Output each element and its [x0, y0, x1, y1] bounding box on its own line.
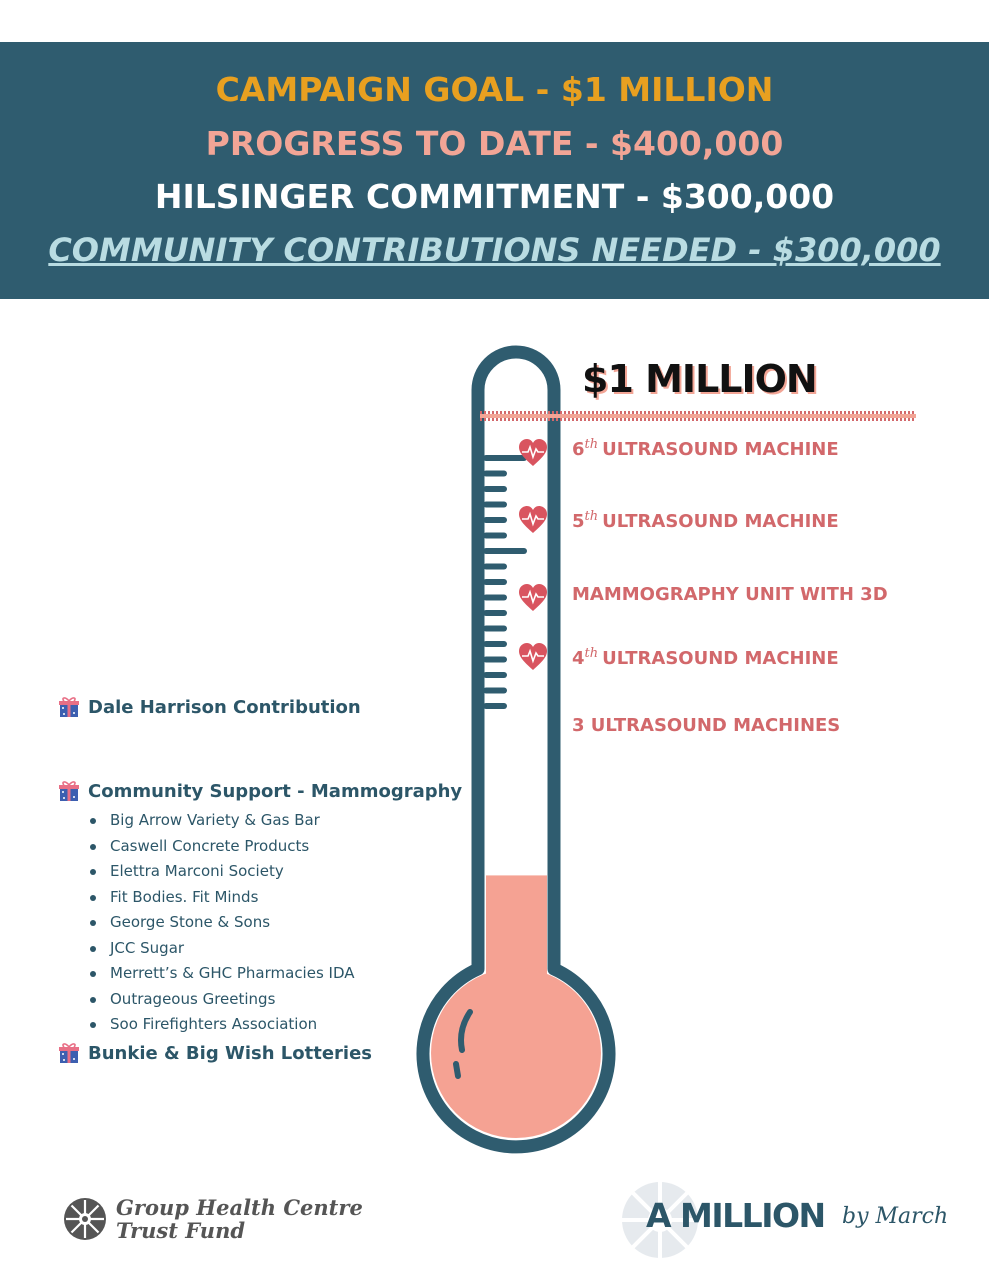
list-item: Outrageous Greetings	[88, 987, 462, 1013]
hilsinger-commitment-text: HILSINGER COMMITMENT - $300,000	[154, 177, 835, 216]
heart-pulse-icon	[518, 643, 548, 671]
list-item: George Stone & Sons	[88, 910, 462, 936]
gift-icon	[58, 780, 80, 802]
goal-label: $1 MILLION	[582, 357, 817, 401]
milestone-5th-ultrasound: 5th ULTRASOUND MACHINE	[572, 509, 839, 532]
campaign-goal-text: CAMPAIGN GOAL - $1 MILLION	[215, 70, 774, 109]
milestone-6th-ultrasound: 6th ULTRASOUND MACHINE	[572, 437, 839, 460]
donor-group-title: Bunkie & Big Wish Lotteries	[88, 1042, 373, 1064]
list-item: Soo Firefighters Association	[88, 1012, 462, 1038]
list-item: Elettra Marconi Society	[88, 859, 462, 885]
milestone-4th-ultrasound: 4th ULTRASOUND MACHINE	[572, 646, 839, 669]
donor-group-lotteries	[58, 1042, 372, 1064]
org-name-line2: Trust Fund	[116, 1218, 246, 1243]
heart-pulse-icon	[518, 584, 548, 612]
heart-pulse-icon	[518, 439, 548, 467]
list-item: Big Arrow Variety & Gas Bar	[88, 808, 462, 834]
milestone-mammography-unit: MAMMOGRAPHY UNIT WITH 3D	[572, 584, 888, 605]
list-item: JCC Sugar	[88, 936, 462, 962]
ghc-emblem-icon	[62, 1196, 108, 1242]
gift-icon	[58, 1042, 80, 1064]
brand-sub-text: by March	[842, 1204, 949, 1229]
donor-group-dale-harrison	[58, 696, 361, 718]
thermometer-fill	[486, 875, 547, 979]
list-item: Fit Bodies. Fit Minds	[88, 885, 462, 911]
progress-to-date-text: PROGRESS TO DATE - $400,000	[205, 124, 784, 163]
milestone-3-ultrasounds: 3 ULTRASOUND MACHINES	[572, 715, 841, 736]
thermometer-highlight-dot	[456, 1064, 458, 1076]
list-item: Merrett’s & GHC Pharmacies IDA	[88, 961, 462, 987]
heart-pulse-icon	[518, 506, 548, 534]
donor-group-community-support	[58, 780, 462, 1038]
community-contributions-needed-text: COMMUNITY CONTRIBUTIONS NEEDED - $300,000	[48, 231, 941, 269]
list-item: Caswell Concrete Products	[88, 834, 462, 860]
donor-group-title: Dale Harrison Contribution	[88, 696, 361, 718]
group-health-centre-logo	[62, 1196, 363, 1242]
org-name-line1: Group Health Centre	[116, 1195, 363, 1220]
donor-group-title: Community Support - Mammography	[88, 780, 463, 802]
gift-icon	[58, 696, 80, 718]
donor-list	[58, 808, 462, 1038]
brand-main-text: A MILLION	[646, 1196, 825, 1235]
a-million-by-march-logo	[620, 1180, 960, 1260]
